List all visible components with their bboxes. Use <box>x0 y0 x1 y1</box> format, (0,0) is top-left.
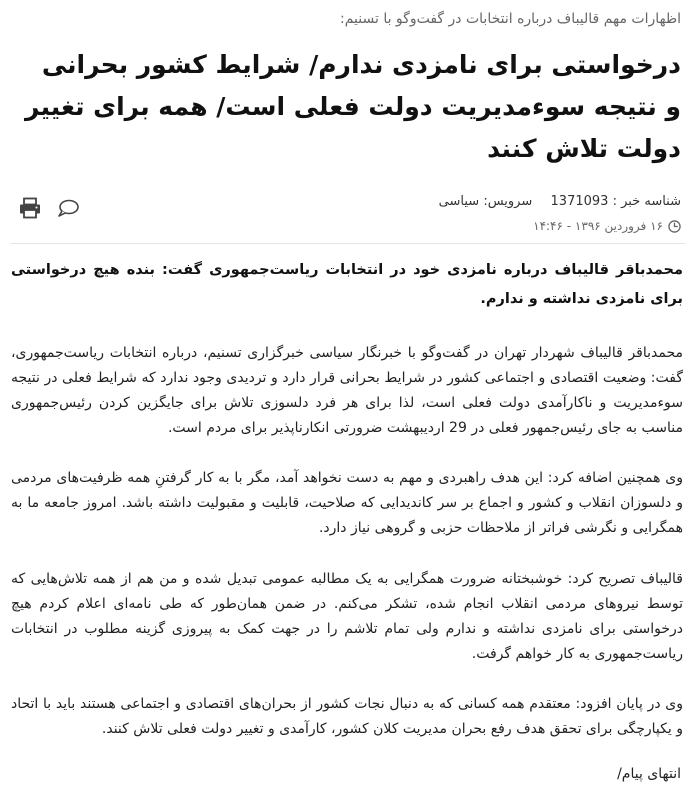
clock-icon <box>668 220 681 233</box>
article-paragraph: محمدباقر قالیباف شهردار تهران در گفت‌وگو با خبرنگار سیاسی خبرگزاری تسنیم، درباره انتخابات ریاست‌جمهوری، گفت: وضعیت اقتصادی و اجتماعی کشور در شرایط بحرانی قرار دارد و تردیدی وجود ندارد که شرایط فعلی در نتیجه سوءمدیریت و ناکارآمدی دولت فعلی است، لذا برای هر فرد دلسوزی تلاش برای جایگزین کردن رئیس‌جمهوری مناسب به جای رئیس‌جمهور فعلی در 29 اردیبهشت ضرورتی انکارناپذیر برای مردم است. <box>11 345 683 436</box>
news-id-value: 1371093 <box>550 194 609 209</box>
article-lead: محمدباقر قالیباف درباره نامزدی خود در انتخابات ریاست‌جمهوری گفت: بنده هیچ درخواستی برای نامزدی نداشته و ندارم. <box>11 262 683 307</box>
service-label: سرویس: <box>483 194 533 209</box>
article-paragraph: وی در پایان افزود: معتقدم همه کسانی که به دنبال نجات کشور از بحران‌های اقتصادی و اجتماعی هستند باید با اتحاد و یکپارچگی برای تحقق هدف رفع بحران مدیریت کلان کشور، کارآمدی و تغییر دولت فعلی تلاش کنند. <box>11 696 683 737</box>
news-id-label: شناسه خبر : <box>612 194 681 209</box>
article-title: درخواستی برای نامزدی ندارم/ شرایط کشور بحرانی و نتیجه سوءمدیریت دولت فعلی است/ همه برای تغییر دولت تلاش کنند <box>25 50 681 163</box>
comment-icon[interactable] <box>56 197 80 219</box>
article-tools <box>18 197 80 219</box>
article-paragraph: وی همچنین اضافه کرد: این هدف راهبردی و مهم به دست نخواهد آمد، مگر با به کار گرفتنِ همه ظرفیت‌های مردمی و دلسوزان انقلاب و کشور و اجماع بر سر کاندیدایی که صلاحیت، قابلیت و مقبولیت داشته باشد. امروز جامعه ما به همگرایی و نگرشی فراتر از ملاحظات حزبی و گروهی نیاز دارد. <box>11 470 683 536</box>
service-value: سیاسی <box>438 194 480 209</box>
article-date-row <box>533 219 681 233</box>
meta-divider <box>10 243 685 244</box>
article-date: ۱۶ فروردین ۱۳۹۶ - ۱۴:۴۶ <box>533 219 663 233</box>
article-kicker: اظهارات مهم قالیباف درباره انتخابات در گفت‌وگو با تسنیم: <box>340 11 681 27</box>
article-meta <box>439 194 681 209</box>
article-paragraph: قالیباف تصریح کرد: خوشبختانه ضرورت همگرایی به یک مطالبه عمومی تبدیل شده و من هم از همه تلاش‌هایی که توسط نیروهای مردمی انقلاب انجام شده، تشکر می‌کنم. در ضمن همان‌طور که طی نامه‌ای اعلام کردم هیچ درخواستی برای نامزدی نداشته و ندارم ولی تمام تلاشم را در جهت کمک به پیروزی گزینه مطلوب در انتخابات ریاست‌جمهوری به کار خواهم گرفت. <box>11 571 683 662</box>
print-icon[interactable] <box>18 197 42 219</box>
article-end-note: انتهای پیام/ <box>617 766 681 782</box>
